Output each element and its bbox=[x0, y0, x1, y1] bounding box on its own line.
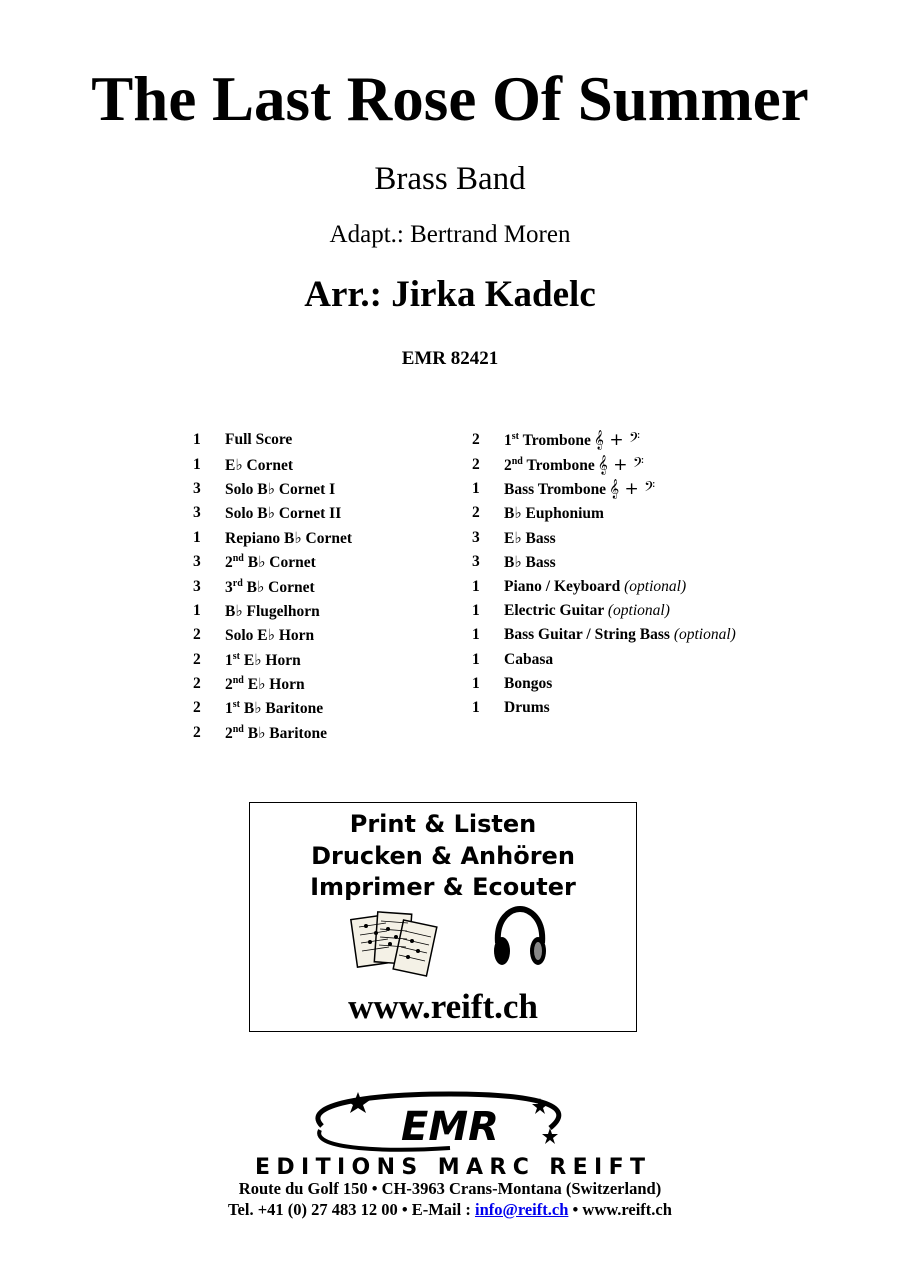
part-quantity: 1 bbox=[472, 577, 480, 595]
part-ordinal: 1 bbox=[504, 432, 512, 450]
part-name bbox=[504, 651, 553, 669]
catalog-number: EMR 82421 bbox=[401, 348, 499, 369]
part-quantity: 1 bbox=[472, 675, 480, 693]
part-row bbox=[193, 574, 352, 598]
part-ordinal-suffix: st bbox=[511, 431, 519, 443]
part-row bbox=[193, 428, 352, 452]
part-label: Cabasa bbox=[504, 650, 554, 668]
part-name bbox=[225, 503, 341, 523]
parts-list-right bbox=[472, 428, 736, 721]
part-row bbox=[193, 526, 352, 550]
email-link[interactable]: info@reift.ch bbox=[474, 1200, 569, 1219]
part-label: B♭ Flugelhorn bbox=[225, 602, 320, 620]
part-quantity: 2 bbox=[472, 431, 480, 449]
part-quantity: 3 bbox=[193, 504, 201, 522]
part-quantity: 3 bbox=[193, 577, 201, 595]
part-quantity: 2 bbox=[472, 504, 480, 522]
part-optional-note: (optional) bbox=[673, 626, 736, 644]
part-quantity: 1 bbox=[193, 601, 201, 619]
part-name bbox=[225, 455, 293, 475]
part-label: B♭ Cornet bbox=[242, 578, 315, 596]
part-row bbox=[193, 648, 352, 672]
headphones-icon bbox=[490, 905, 550, 969]
part-ordinal: 1 bbox=[225, 651, 233, 669]
emr-logo bbox=[250, 1090, 650, 1180]
part-label: Solo B♭ Cornet II bbox=[225, 505, 342, 523]
promo-url[interactable]: www.reift.ch bbox=[348, 987, 538, 1026]
part-optional-note: (optional) bbox=[624, 577, 687, 595]
part-row bbox=[193, 623, 352, 647]
treble-bass-clef-icon: 𝄞 + 𝄢 bbox=[593, 430, 640, 451]
part-name bbox=[225, 528, 352, 548]
part-quantity: 2 bbox=[193, 699, 201, 717]
part-name bbox=[225, 431, 292, 449]
part-name bbox=[225, 674, 305, 694]
part-row bbox=[472, 672, 736, 696]
part-name bbox=[225, 625, 314, 645]
logo-mark: EMR bbox=[401, 1104, 499, 1150]
parts-list-left bbox=[193, 428, 352, 745]
part-quantity: 3 bbox=[193, 479, 201, 497]
part-row bbox=[193, 452, 352, 476]
part-row bbox=[193, 599, 352, 623]
part-ordinal: 1 bbox=[225, 700, 233, 718]
part-ordinal: 3 bbox=[225, 578, 233, 596]
part-ordinal: 2 bbox=[225, 724, 233, 742]
part-quantity: 1 bbox=[472, 699, 480, 717]
page-title: The Last Rose Of Summer bbox=[91, 64, 809, 134]
contact-web: • www.reift.ch bbox=[568, 1200, 672, 1219]
part-name bbox=[225, 601, 320, 621]
part-quantity: 2 bbox=[193, 650, 201, 668]
part-quantity: 1 bbox=[193, 528, 201, 546]
part-label: B♭ Bass bbox=[504, 554, 556, 572]
part-quantity: 2 bbox=[193, 675, 201, 693]
part-row bbox=[193, 721, 352, 745]
part-name bbox=[225, 698, 323, 718]
part-quantity: 3 bbox=[193, 553, 201, 571]
part-name bbox=[504, 626, 736, 644]
part-row bbox=[472, 526, 736, 550]
part-label: E♭ Cornet bbox=[225, 456, 294, 474]
treble-bass-clef-icon: 𝄞 + 𝄢 bbox=[597, 454, 644, 475]
part-ordinal-suffix: rd bbox=[232, 577, 243, 589]
part-label: Solo E♭ Horn bbox=[225, 627, 315, 645]
part-label: Full Score bbox=[225, 431, 293, 449]
part-quantity: 1 bbox=[193, 431, 201, 449]
part-label: Bass Trombone bbox=[504, 480, 607, 498]
part-name bbox=[504, 430, 640, 450]
publisher-address: Route du Golf 150 • CH-3963 Crans-Montana (Switzerland) bbox=[238, 1179, 662, 1198]
part-quantity: 2 bbox=[193, 723, 201, 741]
part-label: Trombone bbox=[518, 432, 591, 450]
part-name bbox=[504, 479, 655, 499]
part-name bbox=[504, 578, 686, 596]
part-row bbox=[472, 599, 736, 623]
part-label: Bass Guitar / String Bass bbox=[504, 626, 674, 644]
part-quantity: 1 bbox=[472, 626, 480, 644]
part-name bbox=[504, 552, 556, 572]
part-row bbox=[193, 477, 352, 501]
part-label: B♭ Cornet bbox=[243, 554, 316, 572]
part-label: Electric Guitar bbox=[504, 601, 608, 619]
part-row bbox=[193, 501, 352, 525]
part-row bbox=[472, 501, 736, 525]
part-label: E♭ Horn bbox=[243, 676, 305, 694]
part-row bbox=[472, 428, 736, 452]
part-name bbox=[225, 479, 335, 499]
part-row bbox=[472, 477, 736, 501]
part-row bbox=[472, 452, 736, 476]
arranger-credit: Arr.: Jirka Kadelc bbox=[304, 274, 596, 315]
part-name bbox=[225, 552, 316, 572]
part-row bbox=[472, 696, 736, 720]
part-label: Repiano B♭ Cornet bbox=[225, 529, 353, 547]
part-name bbox=[504, 699, 550, 717]
part-label: B♭ Euphonium bbox=[504, 505, 604, 523]
part-name bbox=[504, 528, 556, 548]
part-label: B♭ Baritone bbox=[239, 700, 324, 718]
part-name bbox=[504, 455, 644, 475]
adaptation-credit: Adapt.: Bertrand Moren bbox=[329, 221, 571, 248]
part-label: E♭ Bass bbox=[504, 529, 556, 547]
part-row bbox=[472, 550, 736, 574]
part-ordinal: 2 bbox=[504, 456, 512, 474]
part-quantity: 3 bbox=[472, 553, 480, 571]
part-quantity: 1 bbox=[472, 479, 480, 497]
part-row bbox=[193, 550, 352, 574]
part-ordinal-suffix: nd bbox=[511, 455, 523, 467]
part-label: E♭ Horn bbox=[239, 651, 301, 669]
part-ordinal-suffix: nd bbox=[232, 723, 244, 735]
part-name bbox=[225, 650, 301, 670]
logo-name: EDITIONS MARC REIFT bbox=[255, 1155, 645, 1180]
part-name bbox=[504, 602, 670, 620]
part-row bbox=[193, 696, 352, 720]
part-quantity: 2 bbox=[472, 455, 480, 473]
part-ordinal-suffix: st bbox=[232, 699, 240, 711]
publisher-contact bbox=[0, 1202, 900, 1219]
part-quantity: 3 bbox=[472, 528, 480, 546]
part-quantity: 1 bbox=[472, 601, 480, 619]
treble-bass-clef-icon: 𝄞 + 𝄢 bbox=[609, 478, 656, 499]
part-row bbox=[472, 623, 736, 647]
part-row bbox=[193, 672, 352, 696]
part-name bbox=[504, 503, 604, 523]
subtitle: Brass Band bbox=[374, 161, 526, 197]
part-row bbox=[472, 574, 736, 598]
part-quantity: 1 bbox=[193, 455, 201, 473]
part-name bbox=[225, 723, 327, 743]
part-ordinal: 2 bbox=[225, 676, 233, 694]
part-optional-note: (optional) bbox=[607, 601, 670, 619]
part-ordinal: 2 bbox=[225, 554, 233, 572]
part-name bbox=[225, 577, 315, 597]
part-quantity: 1 bbox=[472, 650, 480, 668]
part-row bbox=[472, 648, 736, 672]
part-label: Solo B♭ Cornet I bbox=[225, 480, 336, 498]
promo-line-3: Imprimer & Ecouter bbox=[310, 873, 576, 901]
promo-line-2: Drucken & Anhören bbox=[311, 842, 575, 870]
part-ordinal-suffix: nd bbox=[232, 552, 244, 564]
part-label: Drums bbox=[504, 699, 550, 717]
part-quantity: 2 bbox=[193, 626, 201, 644]
part-label: Bongos bbox=[504, 675, 553, 693]
promo-line-1: Print & Listen bbox=[349, 810, 537, 838]
part-label: Trombone bbox=[522, 456, 595, 474]
part-ordinal-suffix: nd bbox=[232, 674, 244, 686]
part-label: B♭ Baritone bbox=[243, 724, 327, 742]
part-label: Piano / Keyboard bbox=[504, 577, 625, 595]
part-ordinal-suffix: st bbox=[232, 650, 240, 662]
contact-tel: Tel. +41 (0) 27 483 12 00 • E-Mail : bbox=[228, 1200, 475, 1219]
part-name bbox=[504, 675, 552, 693]
print-listen-box[interactable] bbox=[249, 802, 637, 1032]
sheet-music-icon bbox=[350, 909, 440, 981]
